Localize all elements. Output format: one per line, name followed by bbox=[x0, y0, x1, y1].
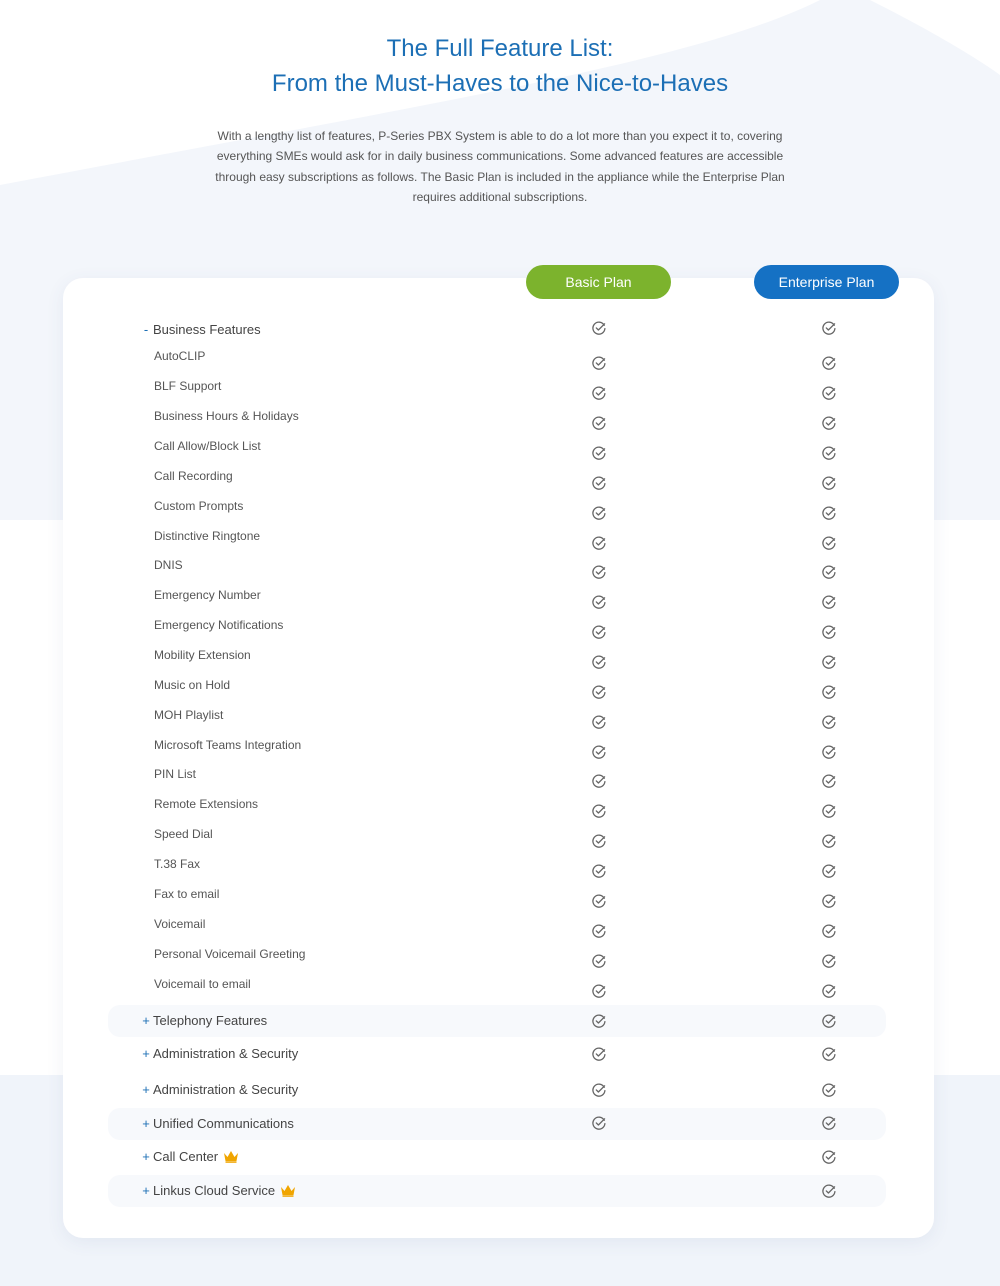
basic-check-icon bbox=[592, 954, 606, 968]
enterprise-check-icon bbox=[822, 595, 836, 609]
enterprise-check-icon bbox=[822, 1150, 836, 1164]
feature-label: Fax to email bbox=[154, 887, 220, 901]
enterprise-check-icon bbox=[822, 416, 836, 430]
basic-check-icon bbox=[592, 565, 606, 579]
basic-check-icon bbox=[592, 1083, 606, 1097]
expand-toggle-icon[interactable]: + bbox=[142, 1046, 150, 1061]
enterprise-check-icon bbox=[822, 506, 836, 520]
feature-label: DNIS bbox=[154, 558, 183, 572]
enterprise-check-icon bbox=[822, 446, 836, 460]
enterprise-check-icon bbox=[822, 954, 836, 968]
enterprise-check-icon bbox=[822, 625, 836, 639]
enterprise-check-icon bbox=[822, 804, 836, 818]
basic-check-icon bbox=[592, 625, 606, 639]
basic-check-icon bbox=[592, 386, 606, 400]
page-title-line2: From the Must-Haves to the Nice-to-Haves bbox=[271, 70, 729, 97]
basic-check-icon bbox=[592, 804, 606, 818]
enterprise-check-icon bbox=[822, 1083, 836, 1097]
basic-check-icon bbox=[592, 506, 606, 520]
basic-check-icon bbox=[592, 774, 606, 788]
feature-label: Voicemail to email bbox=[154, 977, 251, 991]
category-label: Administration & Security bbox=[153, 1082, 299, 1097]
feature-label: Mobility Extension bbox=[154, 648, 251, 662]
feature-label: Call Recording bbox=[154, 469, 233, 483]
basic-check-icon bbox=[592, 864, 606, 878]
enterprise-check-icon bbox=[822, 745, 836, 759]
basic-check-icon bbox=[592, 745, 606, 759]
enterprise-plan-button[interactable]: Enterprise Plan bbox=[754, 265, 899, 299]
page-title-line1: The Full Feature List: bbox=[386, 35, 614, 62]
intro-description: With a lengthy list of features, P-Series PBX System is able to do a lot more than you expect it to, covering everything SMEs would ask for in daily business communications. Some advanced features are accessible through easy subscriptions as follows. The Basic Plan is included in the appliance while the Enterprise Plan requires additional subscriptions. bbox=[215, 129, 785, 204]
enterprise-check-icon bbox=[822, 565, 836, 579]
feature-label: AutoCLIP bbox=[154, 349, 206, 363]
feature-label: Emergency Number bbox=[154, 588, 261, 602]
expand-toggle-icon[interactable]: + bbox=[142, 1116, 150, 1131]
feature-label: Microsoft Teams Integration bbox=[154, 738, 302, 752]
feature-label: Emergency Notifications bbox=[154, 618, 284, 632]
expand-toggle-icon[interactable]: + bbox=[142, 1183, 150, 1198]
feature-label: Custom Prompts bbox=[154, 499, 244, 513]
basic-check-icon bbox=[592, 1014, 606, 1028]
expand-toggle-icon[interactable]: + bbox=[142, 1013, 150, 1028]
basic-check-icon bbox=[592, 321, 606, 335]
category-label: Call Center bbox=[153, 1149, 219, 1164]
enterprise-check-icon bbox=[822, 1184, 836, 1198]
basic-check-icon bbox=[592, 476, 606, 490]
feature-label: Speed Dial bbox=[154, 827, 213, 841]
category-label: Linkus Cloud Service bbox=[153, 1183, 276, 1198]
basic-check-icon bbox=[592, 1116, 606, 1130]
enterprise-check-icon bbox=[822, 834, 836, 848]
basic-check-icon bbox=[592, 446, 606, 460]
feature-label: PIN List bbox=[154, 767, 197, 781]
basic-check-icon bbox=[592, 356, 606, 370]
feature-label: Personal Voicemail Greeting bbox=[154, 947, 306, 961]
enterprise-check-icon bbox=[822, 984, 836, 998]
basic-check-icon bbox=[592, 715, 606, 729]
feature-label: Distinctive Ringtone bbox=[154, 529, 261, 543]
enterprise-check-icon bbox=[822, 356, 836, 370]
enterprise-check-icon bbox=[822, 321, 836, 335]
enterprise-check-icon bbox=[822, 774, 836, 788]
basic-check-icon bbox=[592, 416, 606, 430]
basic-check-icon bbox=[592, 894, 606, 908]
expand-toggle-icon[interactable]: + bbox=[142, 1082, 150, 1097]
feature-label: Remote Extensions bbox=[154, 797, 259, 811]
enterprise-check-icon bbox=[822, 655, 836, 669]
enterprise-check-icon bbox=[822, 924, 836, 938]
expand-toggle-icon[interactable]: + bbox=[142, 1149, 150, 1164]
feature-label: Call Allow/Block List bbox=[154, 439, 261, 453]
feature-label: MOH Playlist bbox=[154, 708, 224, 722]
feature-label: Business Hours & Holidays bbox=[154, 409, 299, 423]
basic-check-icon bbox=[592, 685, 606, 699]
basic-check-icon bbox=[592, 984, 606, 998]
enterprise-check-icon bbox=[822, 1116, 836, 1130]
basic-plan-button[interactable]: Basic Plan bbox=[526, 265, 671, 299]
basic-check-icon bbox=[592, 655, 606, 669]
basic-check-icon bbox=[592, 1047, 606, 1061]
feature-label: Music on Hold bbox=[154, 678, 231, 692]
category-label: Business Features bbox=[153, 322, 261, 337]
category-label: Telephony Features bbox=[153, 1013, 268, 1028]
basic-check-icon bbox=[592, 924, 606, 938]
basic-check-icon bbox=[592, 595, 606, 609]
basic-check-icon bbox=[592, 834, 606, 848]
enterprise-check-icon bbox=[822, 685, 836, 699]
enterprise-check-icon bbox=[822, 715, 836, 729]
feature-label: BLF Support bbox=[154, 379, 222, 393]
basic-check-icon bbox=[592, 536, 606, 550]
enterprise-check-icon bbox=[822, 476, 836, 490]
crown-icon bbox=[223, 1150, 239, 1163]
enterprise-check-icon bbox=[822, 894, 836, 908]
collapse-toggle-icon[interactable]: - bbox=[143, 322, 149, 337]
enterprise-check-icon bbox=[822, 1014, 836, 1028]
feature-label: T.38 Fax bbox=[154, 857, 201, 871]
enterprise-check-icon bbox=[822, 536, 836, 550]
enterprise-check-icon bbox=[822, 386, 836, 400]
category-label: Administration & Security bbox=[153, 1046, 299, 1061]
category-label: Unified Communications bbox=[153, 1116, 294, 1131]
enterprise-check-icon bbox=[822, 864, 836, 878]
feature-label: Voicemail bbox=[154, 917, 206, 931]
crown-icon bbox=[280, 1184, 296, 1197]
enterprise-check-icon bbox=[822, 1047, 836, 1061]
